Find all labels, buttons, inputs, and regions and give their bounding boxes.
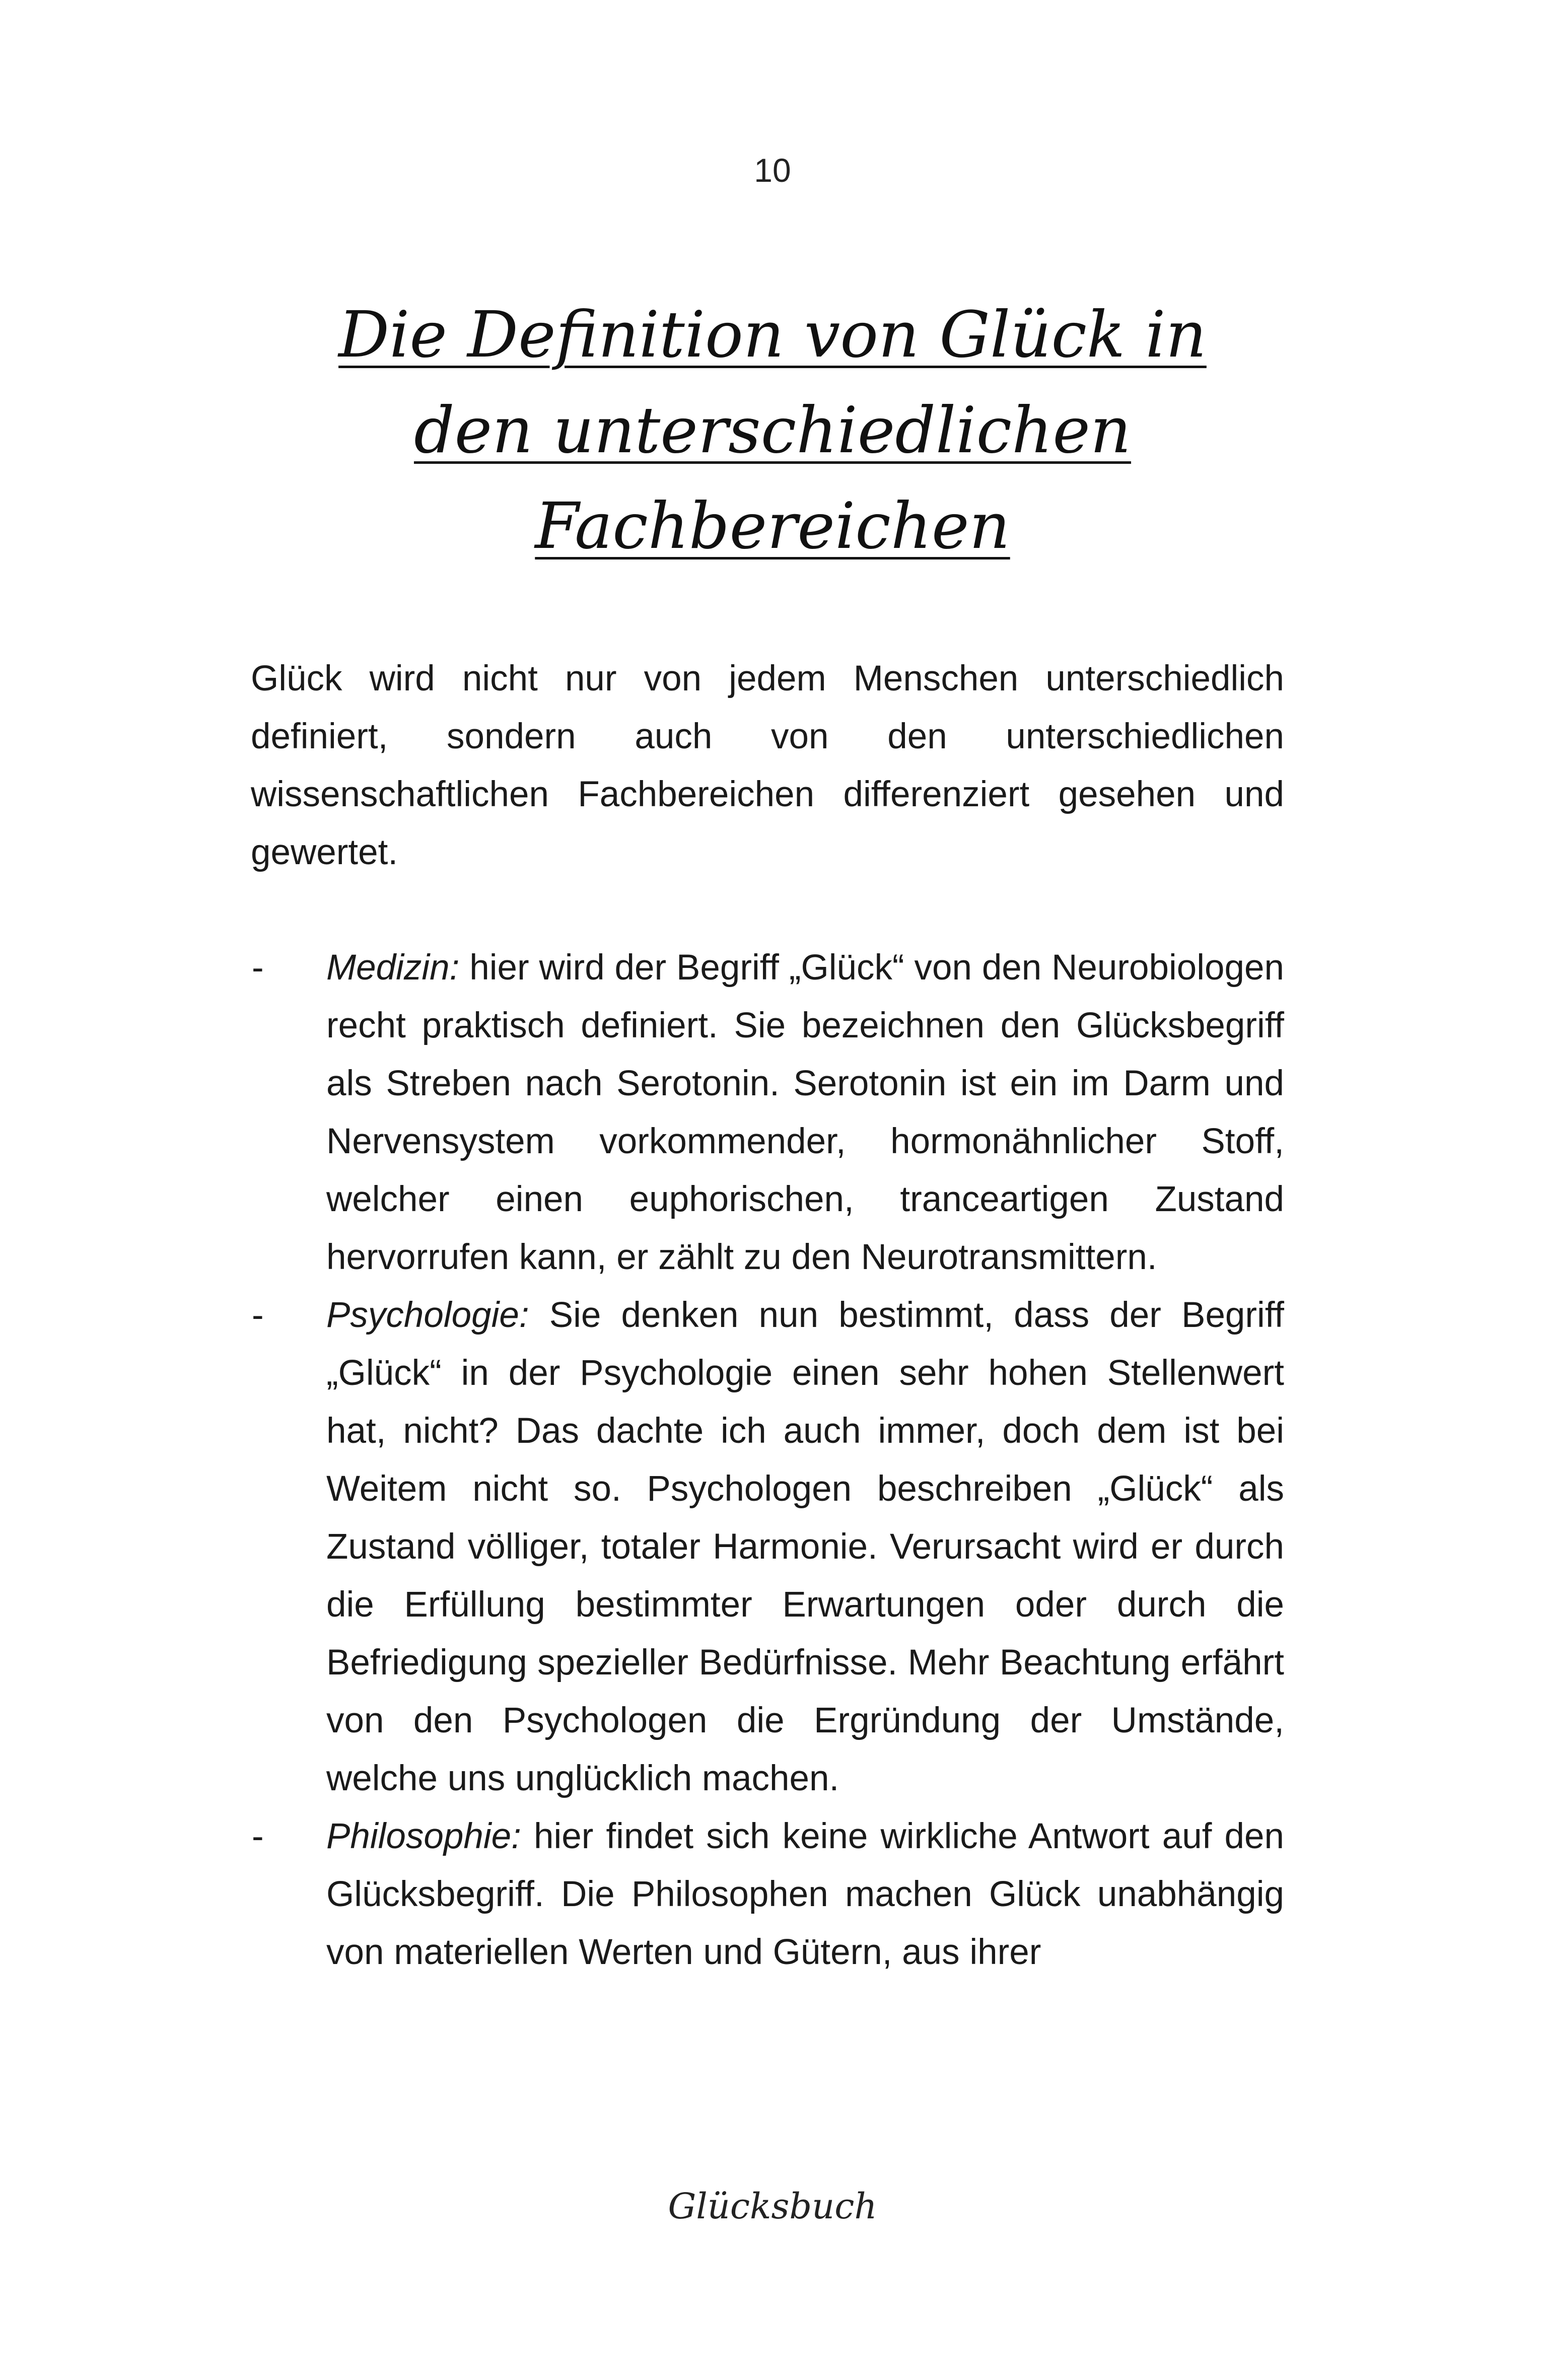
running-footer: Glücksbuch [668, 2186, 877, 2227]
discipline-list [251, 939, 1284, 1981]
list-text: Sie denken nun bestimmt, dass der Begriff „Glück“ in der Psychologie einen sehr hohen Stellenwert hat, nicht? Das dachte ich auch immer, doch dem ist bei Weitem nicht so. Psychologen beschreiben „Glück“ als Zustand völliger, totaler Harmonie. Verursacht wird er durch die Erfüllung bestimmter Erwartungen oder durch die Befriedigung spezieller Bedürfnisse. Mehr Beachtung erfährt von den Psychologen die Ergründung der Umstände, welche uns unglücklich machen. [326, 1295, 1285, 1798]
list-term: Medizin: [326, 948, 470, 988]
title-line-1: Die Definition von Glück in [338, 298, 1207, 372]
title-line-3: Fachbereichen [535, 489, 1010, 563]
list-dash: - [252, 1816, 264, 1856]
list-dash: - [252, 1295, 264, 1335]
list-item-philosophie [251, 1807, 1284, 1981]
list-item-medizin [251, 939, 1284, 1286]
list-dash: - [252, 948, 264, 988]
list-text: hier findet sich keine wirkliche Antwort auf den Glücksbegriff. Die Philosophen machen Glück unabhängig von materiellen Werten und Gütern, aus ihrer [326, 1816, 1284, 1972]
list-term: Psychologie: [326, 1295, 549, 1335]
page-number: 10 [754, 152, 791, 189]
intro-paragraph: Glück wird nicht nur von jedem Menschen unterschiedlich definiert, sondern auch von den unterschiedlichen wissenschaftlichen Fachbereichen differenziert gesehen und gewertet. [251, 659, 1284, 872]
title-line-2: den unterschiedlichen [413, 393, 1132, 467]
list-text: hier wird der Begriff „Glück“ von den Neurobiologen recht praktisch definiert. Sie bezeichnen den Glücksbegriff als Streben nach Serotonin. Serotonin ist ein im Darm und Nervensystem vorkommender, hormonähnlicher Stoff, welcher einen euphorischen, tranceartigen Zustand hervorrufen kann, er zählt zu den Neurotransmittern. [326, 948, 1284, 1277]
list-term: Philosophie: [326, 1816, 534, 1856]
list-item-psychologie [251, 1286, 1284, 1807]
chapter-title [252, 287, 1293, 574]
